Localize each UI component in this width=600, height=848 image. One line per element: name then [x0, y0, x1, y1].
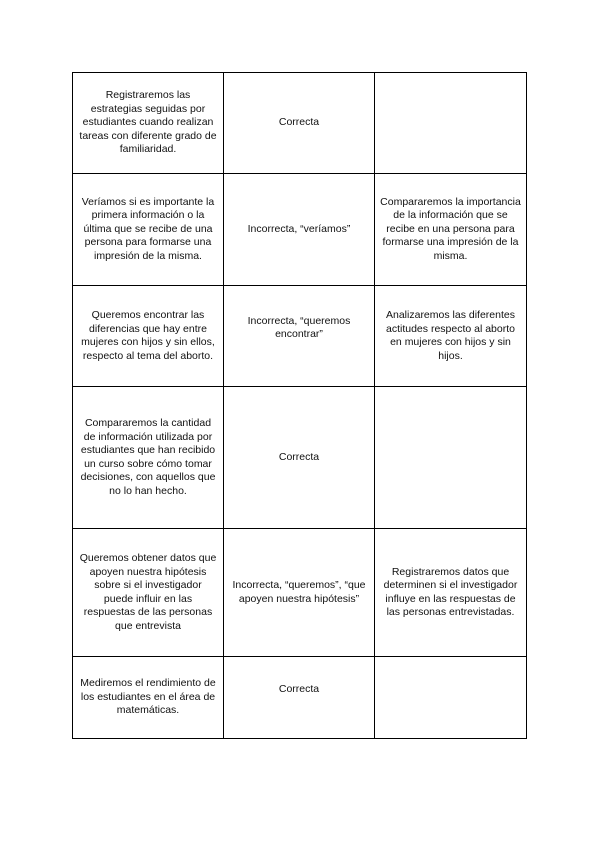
objectives-table	[72, 72, 527, 739]
table-row	[73, 387, 527, 529]
evaluation-cell	[224, 529, 375, 657]
statement-text: Queremos obtener datos que apoyen nuestra hipótesis sobre si el investigador puede influir en las respuestas de las personas que entrevista	[79, 552, 217, 632]
statement-cell	[73, 174, 224, 286]
evaluation-cell	[224, 286, 375, 387]
table-row	[73, 286, 527, 387]
statement-cell	[73, 529, 224, 657]
evaluation-cell	[224, 73, 375, 174]
statement-text: Veríamos si es importante la primera información o la última que se recibe de una persona para formarse una impresión de la misma.	[81, 195, 215, 262]
statement-cell	[73, 286, 224, 387]
evaluation-text: Incorrecta, “veríamos”	[247, 222, 351, 235]
correction-cell	[375, 657, 527, 739]
statement-text: Registraremos las estrategias seguidas por estudiantes cuando realizan tareas con diferente grado de familiaridad.	[79, 89, 217, 156]
evaluation-cell	[224, 657, 375, 739]
table-row	[73, 529, 527, 657]
evaluation-text: Correcta	[278, 450, 320, 463]
table-row	[73, 73, 527, 174]
correction-cell	[375, 286, 527, 387]
correction-cell	[375, 529, 527, 657]
table-row	[73, 657, 527, 739]
correction-text: Analizaremos las diferentes actitudes respecto al aborto en mujeres con hijos y sin hijos.	[386, 309, 515, 362]
statement-text: Mediremos el rendimiento de los estudiantes en el área de matemáticas.	[80, 677, 216, 717]
evaluation-text: Incorrecta, “queremos encontrar”	[247, 314, 351, 340]
statement-text: Queremos encontrar las diferencias que hay entre mujeres con hijos y sin ellos, respecto al tema del aborto.	[81, 309, 215, 362]
statement-text: Compararemos la cantidad de información utilizada por estudiantes que han recibido un curso sobre cómo tomar decisiones, con aquellos que no lo han hecho.	[80, 417, 216, 497]
evaluation-text: Correcta	[278, 682, 320, 695]
correction-text: Compararemos la importancia de la información que se recibe en una persona para formarse una impresión de la misma.	[380, 195, 521, 262]
evaluation-text: Correcta	[278, 116, 320, 129]
correction-cell	[375, 73, 527, 174]
table-row	[73, 174, 527, 286]
statement-cell	[73, 387, 224, 529]
evaluation-cell	[224, 387, 375, 529]
correction-cell	[375, 174, 527, 286]
statement-cell	[73, 73, 224, 174]
correction-cell	[375, 387, 527, 529]
evaluation-text: Incorrecta, “queremos”, “que apoyen nuestra hipótesis”	[232, 579, 366, 605]
correction-text: Registraremos datos que determinen si el investigador influye en las respuestas de las personas entrevistadas.	[383, 565, 518, 618]
evaluation-cell	[224, 174, 375, 286]
statement-cell	[73, 657, 224, 739]
